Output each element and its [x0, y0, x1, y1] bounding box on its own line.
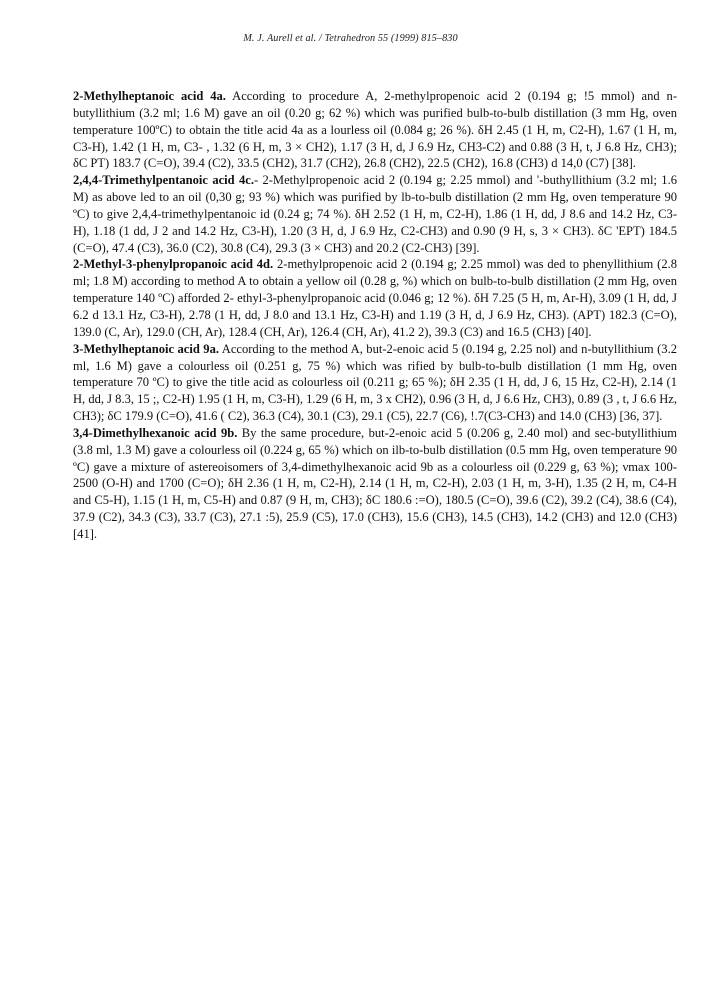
paragraph-body: By the same procedure, but-2-enoic acid 5 (0.206 g, 2.40 mol) and sec-butyllithium (3.8 ml, 1.3 M) gave a colourless oil (0.224 g, 65 %) which on ilb-to-bulb distillation (0.5 mm Hg, oven temperature 90 ºC) gave a mixture of astereoisomers of 3,4-dimethylhexanoic acid 9b as a colourless oil (0.229 g, 63 %); νmax 100-2500 (O-H) and 1700 (C=O); δH 2.36 (1 H, m, C2-H), 2.14 (1 H, m, C2-H), 2.03 (1 H, m, 3-H), 1.35 (2 H, m, C4-H and C5-H), 1.15 (1 H, m, C5-H) and 0.87 (9 H, m, CH3); δC 180.6 :=O), 180.5 (C=O), 39.6 (C2), 39.2 (C4), 38.6 (C4), 37.9 (C2), 34.3 (C3), 33.7 (C3), 27.1 :5), 25.9 (C5), 17.0 (CH3), 15.6 (CH3), 14.5 (CH3), 14.2 (CH3) and 12.0 (CH3) [41]. [73, 425, 678, 541]
experimental-section [73, 88, 677, 543]
compound-title: 2,4,4-Trimethylpentanoic acid 4c. [73, 173, 254, 188]
paragraph-body: According to procedure A, 2-methylpropenoic acid 2 (0.194 g; !5 mmol) and n-butyllithium (3.2 ml; 1.6 M) gave an oil (0.20 g; 62 %) which was purified bulb-to-bulb distillation (3 mm Hg, oven temperature 100ºC) to obtain the title acid 4a as a lourless oil (0.084 g; 26 %). δH 2.45 (1 H, m, C2-H), 1.67 (1 H, m, C3-H), 1.42 (1 H, m, C3- , 1.32 (6 H, m, 3 × CH2), 1.17 (3 H, d, J 6.9 Hz, CH3-C2) and 0.88 (3 H, t, J 6.8 Hz, CH3); δC PT) 183.7 (C=O), 39.4 (C2), 33.5 (CH2), 31.7 (CH2), 26.8 (CH2), 22.5 (CH2), 16.8 (CH3) d 14,0 (C7) [38]. [73, 89, 677, 171]
paragraph-9b [73, 425, 677, 543]
compound-title: 3-Methylheptanoic acid 9a. [73, 341, 219, 356]
compound-title: 2-Methyl-3-phenylpropanoic acid 4d. [73, 257, 274, 272]
paragraph-4a [73, 88, 677, 172]
paragraph-body: 2-methylpropenoic acid 2 (0.194 g; 2.25 mmol) was ded to phenyllithium (2.8 ml; 1.8 M) according to method A to obtain a yellow oil (0.28 g, %) which on bulb-to-bulb distillation (2 mm Hg, oven temperature 140 ºC) afforded 2- ethyl-3-phenylpropanoic acid (0.046 g; 12 %). δH 7.25 (5 H, m, Ar-H), 3.09 (1 H, dd, J 6.2 d 13.1 Hz, C3-H), 2.78 (1 H, dd, J 8.0 and 13.1 Hz, C3-H) and 1.19 (3 H, d, J 6.9 Hz, CH3). (APT) 182.3 (C=O), 139.0 (C, Ar), 129.0 (CH, Ar), 128.4 (CH, Ar), 126.4 (CH, Ar), 41.2 2), 39.3 (C3) and 16.5 (CH3) [40]. [73, 257, 677, 339]
compound-title: 3,4-Dimethylhexanoic acid 9b. [73, 425, 238, 440]
paragraph-body: According to the method A, but-2-enoic acid 5 (0.194 g, 2.25 nol) and n-butyllithium (3.2 ml, 1.6 M) gave a colourless oil (0.251 g, 75 %) which was rified by bulb-to-bulb distillation (1 mm Hg, oven temperature 70 ºC) to give the title acid as colourless oil (0.211 g; 65 %); δH 2.35 (1 H, dd, J 6, 15 Hz, C2-H), 2.14 (1 H, dd, J 8.3, 15 ;, C2-H) 1.95 (1 H, m, C3-H), 1.29 (6 H, m, 3 x CH2), 0.96 (3 H, d, J 6.6 Hz, CH3), 0.89 (3 , t, J 6.6 Hz, CH3); δC 179.9 (C=O), 41.6 ( C2), 36.3 (C4), 30.1 (C3), 29.1 (C5), 22.7 (C6), !.7(C3-CH3) and 14.0 (CH3) [36, 37]. [73, 341, 677, 424]
paragraph-4c [73, 172, 677, 256]
running-header: M. J. Aurell et al. / Tetrahedron 55 (1999) 815–830 [243, 33, 458, 44]
paragraph-body: - 2-Methylpropenoic acid 2 (0.194 g; 2.25 mmol) and '-buthyllithium (3.2 ml; 1.6 M) as above led to an oil (0,30 g; 93 %) which was purified by lb-to-bulb distillation (2 mm Hg, oven temperature 90 ºC) to give 2,4,4-trimethylpentanoic id (0.24 g; 74 %). δH 2.52 (1 H, m, C2-H), 1.86 (1 H, dd, J 8.6 and 14.2 Hz, C3-H), 1.18 (1 dd, J 2 and 14.2 Hz, C3-H), 1.20 (3 H, d, J 6.9 Hz, C2-CH3) and 0.90 (9 H, s, 3 × CH3). δC 'EPT) 184.5 (C=O), 47.4 (C3), 36.0 (C2), 30.8 (C4), 29.3 (3 × CH3) and 20.2 (C2-CH3) [39]. [73, 173, 677, 255]
paragraph-9a [73, 341, 677, 425]
compound-title: 2-Methylheptanoic acid 4a. [73, 89, 226, 103]
paragraph-4d [73, 256, 677, 340]
